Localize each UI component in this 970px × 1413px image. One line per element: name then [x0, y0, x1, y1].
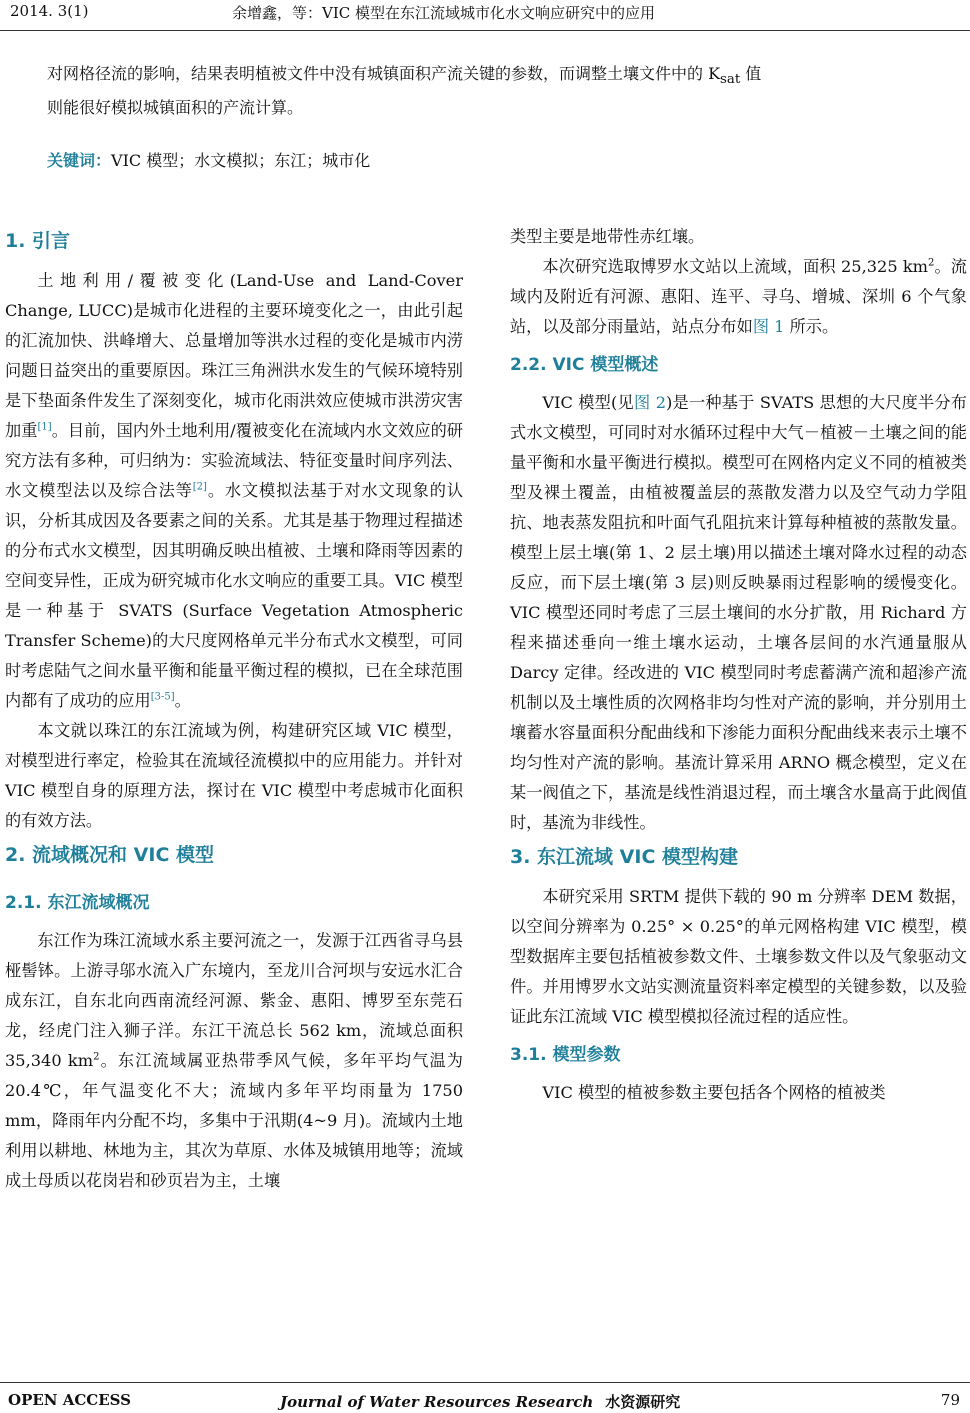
- page-footer: [0, 1382, 970, 1413]
- subsection-heading-model-parameters: 3.1. 模型参数: [510, 1045, 621, 1065]
- section-heading-model-construction: 3. 东江流域 VIC 模型构建: [510, 846, 739, 868]
- keywords: [47, 148, 370, 171]
- section-heading-introduction: 1. 引言: [5, 230, 71, 252]
- figure-link[interactable]: 图 1: [752, 317, 785, 336]
- paragraph: 本研究采用 SRTM 提供下载的 90 m 分辨率 DEM 数据，以空间分辨率为 0.25° × 0.25°的单元网格构建 VIC 模型，模型数据库主要包括植被参数文件、土壤参数文件以及气象驱动文件。并用博罗水文站实测流量资料率定模型的关键参数，以及验证此东江流域 VIC 模型模拟径流过程的适应性。: [510, 887, 967, 1026]
- issue-date: 2014. 3(1): [10, 2, 89, 20]
- abstract-tail: [47, 60, 927, 122]
- journal-name: Journal of Water Resources Research 水资源研究: [280, 1393, 681, 1411]
- paragraph: 本文就以珠江的东江流域为例，构建研究区域 VIC 模型，对模型进行率定，检验其在流域径流模拟中的应用能力。并针对 VIC 模型自身的原理方法，探讨在 VIC 模型中考虑城市化面积的有效方法。: [5, 721, 463, 830]
- citation-link[interactable]: [2]: [192, 481, 207, 493]
- open-access-label: OPEN ACCESS: [8, 1391, 131, 1409]
- keywords-label: 关键词：: [47, 151, 112, 170]
- citation-link[interactable]: [1]: [37, 421, 52, 433]
- figure-link[interactable]: 图 2: [633, 393, 667, 412]
- page-number: 79: [940, 1391, 960, 1409]
- running-title: 余增鑫，等：VIC 模型在东江流域城市化水文响应研究中的应用: [232, 4, 656, 22]
- keywords-text: VIC 模型；水文模拟；东江；城市化: [111, 151, 371, 170]
- paragraph: VIC 模型的植被参数主要包括各个网格的植被类: [542, 1083, 886, 1102]
- paragraph: 本次研究选取博罗水文站以上流域，面积 25,325 $km^2$。流域内及附近有河源、惠阳、连平、寻乌、增城、深圳 6 个气象站，以及部分雨量站，站点分布如图 1 所示。: [510, 257, 967, 336]
- paragraph: VIC 模型(见图 2)是一种基于 SVATS 思想的大尺度半分布式水文模型，可同时对水循环过程中大气－植被－土壤之间的能量平衡和水量平衡进行模拟。模型可在网格内定义不同的植被类型及裸土覆盖，由植被覆盖层的蒸散发潜力以及空气动力学阻抗、地表蒸发阻抗和叶面气孔阻抗来计算每种植被的蒸散发量。模型上层土壤(第 1、2 层土壤)用以描述土壤对降水过程的动态反应，而下层土壤(第 3 层)则反映暴雨过程影响的缓慢变化。VIC 模型还同时考虑了三层土壤间的水分扩散，用 Richard 方程来描述垂向一维土壤水运动，土壤各层间的水汽通量服从 Darcy 定律。经改进的 VIC 模型同时考虑蓄满产流和超渗产流机制以及土壤性质的次网格非均匀性对产流的影响，并分别用土壤蓄水容量面积分配曲线和下渗能力面积分配曲线来表示土壤不均匀性对产流的影响。基流计算采用 ARNO 概念模型，定义在某一阀值之下，基流是线性消退过程，而土壤含水量高于此阀值时，基流为非线性。: [510, 393, 967, 832]
- right-column: [510, 222, 967, 1108]
- page-header: [0, 0, 970, 31]
- subsection-heading-vic-overview: 2.2. VIC 模型概述: [510, 355, 659, 375]
- abstract-line-2: 则能很好模拟城镇面积的产流计算。: [47, 98, 304, 118]
- paragraph-continued: 类型主要是地带性赤红壤。: [510, 227, 705, 246]
- paragraph: 东江作为珠江流域水系主要河流之一，发源于江西省寻乌县桠髻钵。上游寻邬水流入广东境内，至龙川合河坝与安远水汇合成东江，自东北向西南流经河源、紫金、惠阳、博罗至东莞石龙，经虎门注入狮子洋。东江干流总长 562 km，流域总面积 35,340 $km^2$。东江流域属亚热带季风气候，多年平均气温为 20.4℃，年气温变化不大；流域内多年平均雨量为 1750 mm，降雨年内分配不均，多集中于汛期(4~9 月)。流域内土地利用以耕地、林地为主，其次为草原、水体及城镇用地等；流域成土母质以花岗岩和砂页岩为主，土壤: [5, 931, 463, 1190]
- section-heading-basin-and-model: 2. 流域概况和 VIC 模型: [5, 844, 215, 866]
- subsection-heading-basin: 2.1. 东江流域概况: [5, 893, 150, 913]
- abstract-line-1: 对网格径流的影响，结果表明植被文件中没有城镇面积产流关键的参数，而调整土壤文件中的 $K_{sat}$ 值: [47, 64, 762, 88]
- paragraph: 土地利用/覆被变化(Land-Use and Land-Cover Change, LUCC)是城市化进程的主要环境变化之一，由此引起的汇流加快、洪峰增大、总量增加等洪水过程的变化是城市内涝问题日益突出的重要原因。珠江三角洲洪水发生的气候环境特别是下垫面条件发生了深刻变化，城市化雨洪效应使城市洪涝灾害加重[1]。目前，国内外土地利用/覆被变化在流域内水文效应的研究方法有多种，可归纳为：实验流域法、特征变量时间序列法、水文模型法以及综合法等[2]。水文模拟法基于对水文现象的认识，分析其成因及各要素之间的关系。尤其是基于物理过程描述的分布式水文模型，因其明确反映出植被、土壤和降雨等因素的空间变异性，正成为研究城市化水文响应的重要工具。VIC 模型是一种基于 SVATS (Surface Vegetation Atmospheric Transfer Scheme)的大尺度网格单元半分布式水文模型，可同时考虑陆气之间水量平衡和能量平衡过程的模拟，已在全球范围内都有了成功的应用[3-5]。: [5, 271, 464, 710]
- citation-link[interactable]: [3-5]: [150, 691, 175, 703]
- left-column: [5, 222, 463, 1196]
